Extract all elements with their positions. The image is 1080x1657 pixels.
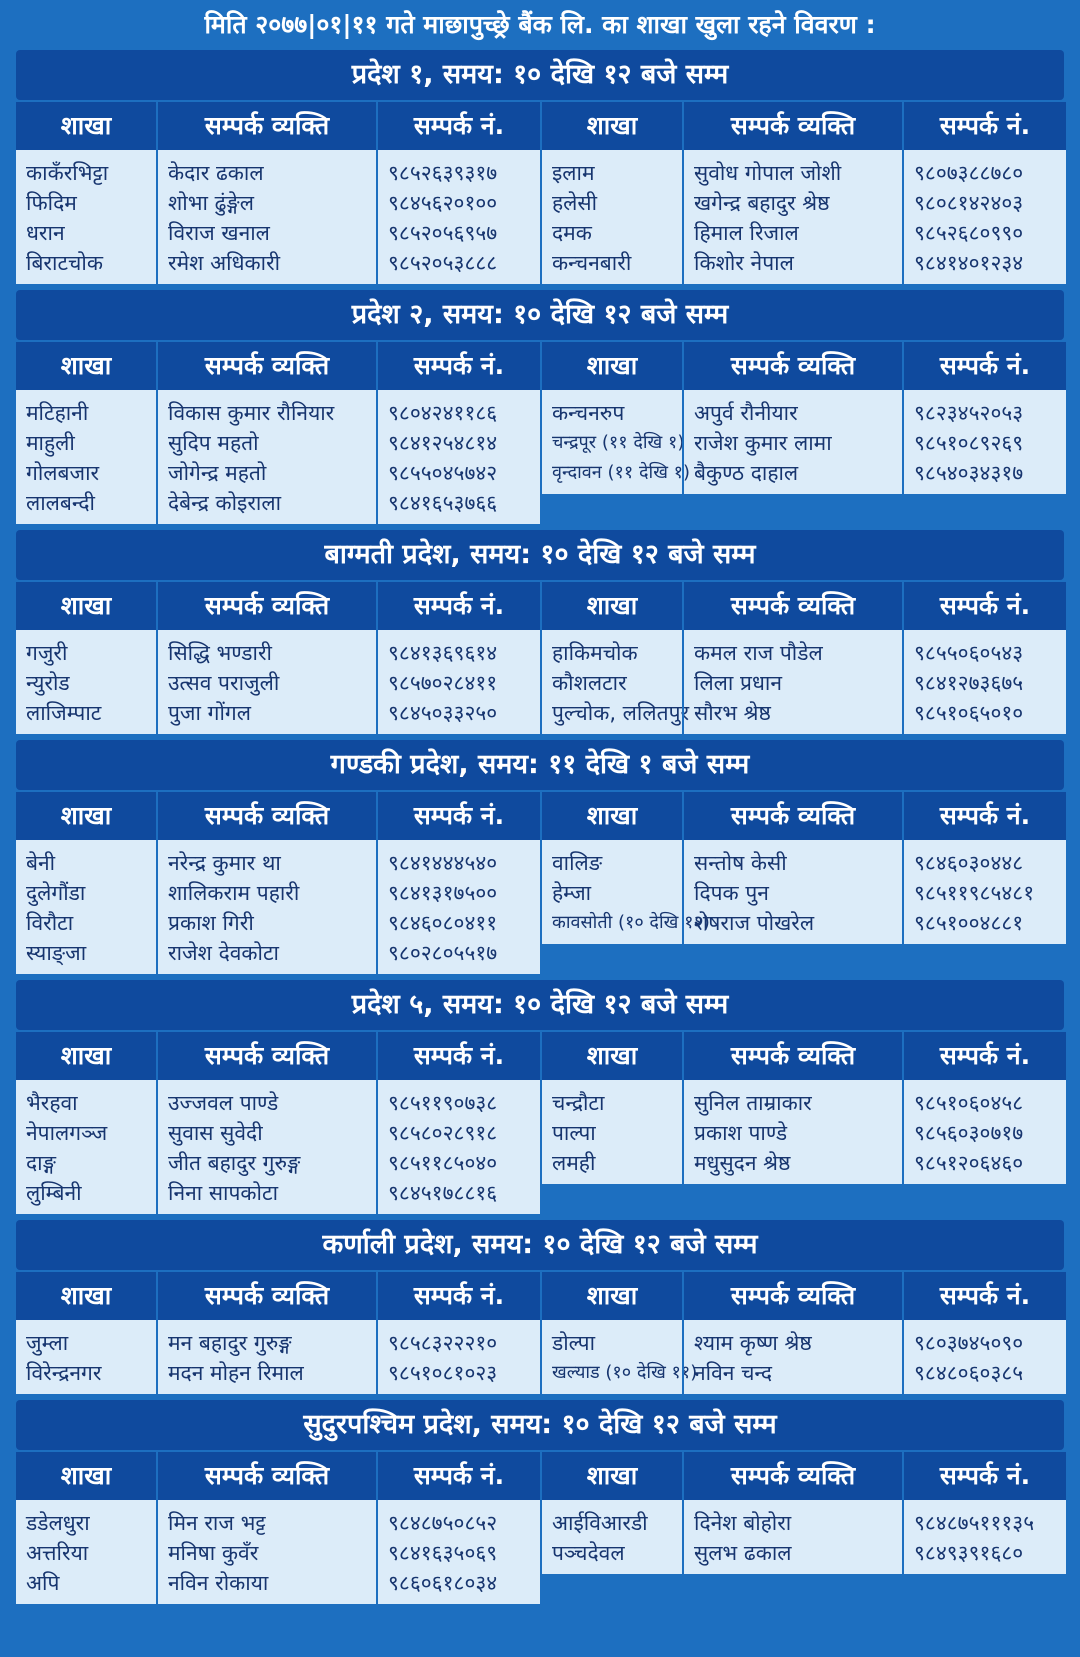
- contact-number: ९८५८३२२२१०: [388, 1331, 498, 1355]
- table-half-left: [16, 582, 540, 734]
- contact-person-column: [156, 1080, 376, 1214]
- column-headers: [16, 582, 540, 630]
- column-header: शाखा: [586, 591, 638, 620]
- branch-column: [542, 390, 691, 494]
- column-header: सम्पर्क नं.: [902, 102, 1066, 150]
- table-half-right: [540, 1032, 1066, 1214]
- column-header: सम्पर्क व्यक्ति: [156, 1272, 376, 1320]
- branch-name: कन्चनरुप: [552, 401, 625, 425]
- contact-number: ९८४१६३५०६९: [388, 1541, 498, 1565]
- column-header: सम्पर्क नं.: [376, 792, 540, 840]
- contact-person: किशोर नेपाल: [694, 251, 794, 275]
- column-header: शाखा: [586, 1461, 638, 1490]
- table-body: [16, 1320, 540, 1394]
- column-headers: [16, 1452, 540, 1500]
- contact-number: ९८०२८०५५१७: [388, 941, 498, 965]
- table-half-right: [540, 1452, 1066, 1604]
- column-header: शाखा: [586, 801, 638, 830]
- branch-name: गोलबजार: [26, 461, 100, 485]
- section-title: बाग्मती प्रदेश, समय: १० देखि १२ बजे सम्म: [16, 530, 1064, 580]
- region-section: [16, 1400, 1064, 1604]
- contact-person: मिन राज भट्ट: [168, 1511, 266, 1535]
- contact-person: जोगेन्द्र महतो: [168, 461, 267, 485]
- column-headers: [16, 342, 540, 390]
- contact-person: कमल राज पौडेल: [694, 641, 823, 665]
- contact-number: ९८४५०३३२५०: [388, 701, 498, 725]
- branch-name: कन्चनबारी: [552, 251, 632, 275]
- branch-name: हेम्जा: [552, 881, 592, 905]
- branch-name: बिराटचोक: [26, 251, 103, 275]
- contact-person: रमेश अधिकारी: [168, 251, 281, 275]
- section-title: कर्णाली प्रदेश, समय: १० देखि १२ बजे सम्म: [16, 1220, 1064, 1270]
- contact-number: ९८५४०३४३१७: [914, 461, 1024, 485]
- branch-table: [16, 1032, 1064, 1214]
- branch-name: कौशलटार: [552, 671, 627, 695]
- contact-number: ९८५११९०७३८: [388, 1091, 498, 1115]
- contact-person: बैकुण्ठ दाहाल: [694, 461, 799, 485]
- contact-person: मधुसुदन श्रेष्ठ: [694, 1151, 791, 1175]
- branch-column: [16, 630, 156, 734]
- contact-number: ९८५२०५३८८८: [388, 251, 498, 275]
- contact-person-column: [682, 1080, 902, 1184]
- contact-person: मन बहादुर गुरुङ्ग: [168, 1331, 292, 1355]
- contact-person: उज्जवल पाण्डे: [168, 1091, 279, 1115]
- column-header: सम्पर्क व्यक्ति: [682, 1452, 902, 1500]
- branch-column: [542, 1080, 682, 1184]
- column-header: शाखा: [60, 801, 112, 830]
- contact-number: ९८५५०६०५४३: [914, 641, 1024, 665]
- column-header: शाखा: [586, 351, 638, 380]
- table-body: [16, 390, 540, 524]
- table-half-left: [16, 342, 540, 524]
- region-section: [16, 980, 1064, 1214]
- branch-name: बेनी: [26, 851, 56, 875]
- contact-person: दिनेश बोहोरा: [694, 1511, 792, 1535]
- page-title: मिति २०७७|०१|११ गते माछापुच्छ्रे बैंक लि. का शाखा खुला रहने विवरण :: [204, 10, 876, 39]
- branch-name: गजुरी: [26, 641, 68, 665]
- contact-number: ९८४१६५३७६६: [388, 491, 498, 515]
- contact-person: नविन रोकाया: [168, 1571, 269, 1595]
- branch-column: [542, 630, 690, 734]
- column-header: शाखा: [586, 1041, 638, 1070]
- column-headers: [542, 1032, 1066, 1080]
- branch-name: मटिहानी: [26, 401, 89, 425]
- branch-name: जुम्ला: [26, 1331, 69, 1355]
- branch-column: [542, 1320, 698, 1394]
- branch-name: वृन्दावन (११ देखि १): [552, 462, 691, 483]
- contact-person: अपुर्व रौनीयार: [694, 401, 798, 425]
- contact-person: सुलभ ढकाल: [694, 1541, 792, 1565]
- contact-number-column: [376, 1320, 540, 1394]
- contact-number-column: [902, 1500, 1066, 1574]
- column-headers: [542, 792, 1066, 840]
- branch-column: [16, 1080, 156, 1214]
- branch-name: नेपालगञ्ज: [26, 1121, 108, 1145]
- contact-person: राजेश कुमार लामा: [694, 431, 832, 455]
- branch-name: पुल्चोक, ललितपुर: [552, 701, 690, 725]
- branch-name: फिदिम: [26, 191, 77, 215]
- branch-name: विरेन्द्रनगर: [26, 1361, 102, 1385]
- table-body: [16, 840, 540, 974]
- branch-name: न्युरोड: [26, 671, 70, 695]
- column-header: शाखा: [60, 1041, 112, 1070]
- column-header: शाखा: [586, 1281, 638, 1310]
- table-half-left: [16, 1452, 540, 1604]
- contact-person: पुजा गोंगल: [168, 701, 251, 725]
- contact-person: शालिकराम पहारी: [168, 881, 300, 905]
- contact-person-column: [682, 630, 902, 734]
- column-header: सम्पर्क नं.: [376, 102, 540, 150]
- contact-number: ९८४१४०१२३४: [914, 251, 1024, 275]
- contact-number-column: [902, 630, 1066, 734]
- section-title: गण्डकी प्रदेश, समय: ११ देखि १ बजे सम्म: [16, 740, 1064, 790]
- branch-column: [16, 840, 156, 974]
- contact-person: लिला प्रधान: [694, 671, 782, 695]
- region-section: [16, 1220, 1064, 1394]
- column-header: सम्पर्क व्यक्ति: [156, 792, 376, 840]
- contact-person-column: [682, 1500, 902, 1574]
- contact-person: नविन चन्द: [694, 1361, 773, 1385]
- branch-name: भैरहवा: [26, 1091, 78, 1115]
- branch-table: [16, 1452, 1064, 1604]
- contact-number: ९८५७०२८४११: [388, 671, 498, 695]
- column-header: सम्पर्क नं.: [376, 342, 540, 390]
- column-header: सम्पर्क व्यक्ति: [156, 582, 376, 630]
- branch-name: खल्याड (१० देखि ११): [552, 1362, 698, 1383]
- branch-name: डडेलधुरा: [26, 1511, 90, 1535]
- contact-person: शोभा ढुंङ्गेल: [168, 191, 254, 215]
- column-header: सम्पर्क नं.: [376, 1032, 540, 1080]
- contact-person: दिपक पुन: [694, 881, 769, 905]
- column-headers: [542, 1272, 1066, 1320]
- contact-person: विकास कुमार रौनियार: [168, 401, 335, 425]
- contact-person: राजेश देवकोटा: [168, 941, 279, 965]
- contact-number: ९८४१३१७५००: [388, 881, 498, 905]
- column-header: सम्पर्क नं.: [902, 1272, 1066, 1320]
- branch-name: लाजिम्पाट: [26, 701, 102, 725]
- contact-person-column: [156, 630, 376, 734]
- column-header: सम्पर्क व्यक्ति: [156, 102, 376, 150]
- branch-name: चन्द्रपूर (११ देखि १): [552, 432, 685, 453]
- contact-person-column: [682, 840, 902, 944]
- contact-person: सिद्धि भण्डारी: [168, 641, 272, 665]
- contact-number-column: [376, 150, 540, 284]
- branch-table: [16, 102, 1064, 284]
- branch-table: [16, 342, 1064, 524]
- section-title: सुदुरपश्चिम प्रदेश, समय: १० देखि १२ बजे सम्म: [16, 1400, 1064, 1450]
- contact-person-column: [156, 1500, 376, 1604]
- contact-person-column: [682, 390, 902, 494]
- column-header: सम्पर्क नं.: [902, 582, 1066, 630]
- table-half-left: [16, 102, 540, 284]
- column-header: सम्पर्क नं.: [376, 582, 540, 630]
- branch-name: विरौटा: [26, 911, 74, 935]
- table-body: [542, 1080, 1066, 1184]
- column-header: सम्पर्क व्यक्ति: [682, 582, 902, 630]
- branch-name: डोल्पा: [552, 1331, 596, 1355]
- table-half-right: [540, 1272, 1066, 1394]
- column-header: शाखा: [60, 591, 112, 620]
- contact-number: ९८४१३६९६१४: [388, 641, 498, 665]
- contact-number-column: [902, 150, 1066, 284]
- column-headers: [16, 792, 540, 840]
- contact-number: ९८५११८५०४०: [388, 1151, 498, 1175]
- contact-number: ९८५१०८९२६९: [914, 431, 1024, 455]
- contact-number: ९८४८०६०३८५: [914, 1361, 1024, 1385]
- contact-number: ९८५५०४५७४२: [388, 461, 498, 485]
- contact-person-column: [156, 1320, 376, 1394]
- column-headers: [16, 1032, 540, 1080]
- column-header: सम्पर्क व्यक्ति: [682, 342, 902, 390]
- table-half-left: [16, 1032, 540, 1214]
- contact-person: सुवास सुवेदी: [168, 1121, 263, 1145]
- contact-number: ९८५१०६०४५८: [914, 1091, 1024, 1115]
- branch-name: माहुली: [26, 431, 75, 455]
- branch-name: चन्द्रौटा: [552, 1091, 605, 1115]
- branch-name: स्याङ्जा: [26, 941, 87, 965]
- contact-number-column: [376, 390, 540, 524]
- column-header: सम्पर्क नं.: [902, 1452, 1066, 1500]
- table-half-left: [16, 1272, 540, 1394]
- contact-number-column: [902, 840, 1066, 944]
- table-body: [542, 1500, 1066, 1574]
- contact-person: खगेन्द्र बहादुर श्रेष्ठ: [694, 191, 830, 215]
- contact-number: ९८४१२७३६७५: [914, 671, 1024, 695]
- contact-number: ९८४८७५१११३५: [914, 1511, 1035, 1535]
- table-half-right: [540, 582, 1066, 734]
- section-title: प्रदेश ५, समय: १० देखि १२ बजे सम्म: [16, 980, 1064, 1030]
- contact-number: ९८४५६२०१००: [388, 191, 498, 215]
- column-header: सम्पर्क नं.: [376, 1272, 540, 1320]
- branch-name: वालिङ: [552, 851, 603, 875]
- column-header: शाखा: [60, 1281, 112, 1310]
- column-header: शाखा: [60, 111, 112, 140]
- table-body: [542, 630, 1066, 734]
- branch-table: [16, 582, 1064, 734]
- contact-person-column: [156, 390, 376, 524]
- branch-column: [16, 1500, 156, 1604]
- contact-number-column: [902, 1320, 1066, 1394]
- branch-name: काकँरभिट्टा: [26, 161, 109, 185]
- contact-person-column: [682, 150, 902, 284]
- contact-number-column: [376, 1080, 540, 1214]
- branch-column: [542, 840, 710, 944]
- contact-number-column: [376, 1500, 540, 1604]
- column-headers: [542, 1452, 1066, 1500]
- branch-column: [16, 1320, 156, 1394]
- contact-person: विराज खनाल: [168, 221, 270, 245]
- contact-number-column: [902, 1080, 1066, 1184]
- contact-person: श्याम कृष्ण श्रेष्ठ: [694, 1331, 812, 1355]
- contact-number-column: [376, 630, 540, 734]
- sections-container: [0, 50, 1080, 1604]
- branch-column: [16, 390, 156, 524]
- contact-number: ९८५१०६५०१०: [914, 701, 1024, 725]
- contact-number: ९८०८१४२४०३: [914, 191, 1024, 215]
- branch-name: हलेसी: [552, 191, 598, 215]
- branch-name: लालबन्दी: [26, 491, 95, 515]
- contact-person: प्रकाश गिरी: [168, 911, 254, 935]
- column-header: सम्पर्क व्यक्ति: [682, 1032, 902, 1080]
- column-header: सम्पर्क नं.: [376, 1452, 540, 1500]
- column-headers: [16, 102, 540, 150]
- branch-name: आईविआरडी: [552, 1511, 648, 1535]
- contact-person: सन्तोष केसी: [694, 851, 787, 875]
- column-header: सम्पर्क व्यक्ति: [156, 1032, 376, 1080]
- column-header: सम्पर्क व्यक्ति: [682, 102, 902, 150]
- column-header: सम्पर्क नं.: [902, 792, 1066, 840]
- region-section: [16, 530, 1064, 734]
- contact-number-column: [376, 840, 540, 974]
- contact-number: ९८४५१७८८१६: [388, 1181, 498, 1205]
- section-title: प्रदेश १, समय: १० देखि १२ बजे सम्म: [16, 50, 1064, 100]
- contact-number: ९८४९३९१६८०: [914, 1541, 1024, 1565]
- contact-person: सुदिप महतो: [168, 431, 259, 455]
- contact-number: ९८५१२०६४६०: [914, 1151, 1024, 1175]
- contact-person: शेषराज पोखरेल: [694, 911, 815, 935]
- contact-person-column: [156, 840, 376, 974]
- branch-name: अपि: [26, 1571, 60, 1595]
- table-body: [16, 1080, 540, 1214]
- branch-name: पञ्चदेवल: [552, 1541, 625, 1565]
- contact-number: ९८६०६१८०३४: [388, 1571, 498, 1595]
- branch-name: दमक: [552, 221, 592, 245]
- branch-name: पाल्पा: [552, 1121, 596, 1145]
- branch-name: दाङ्ग: [26, 1151, 56, 1175]
- contact-number: ९८५१००४८८१: [914, 911, 1024, 935]
- table-body: [16, 1500, 540, 1604]
- contact-person: देबेन्द्र कोइराला: [168, 491, 282, 515]
- branch-name: कावसोती (१० देखि १२): [552, 912, 710, 933]
- contact-number: ९८५२०५६९५७: [388, 221, 498, 245]
- table-body: [542, 840, 1066, 944]
- table-half-right: [540, 342, 1066, 524]
- table-body: [16, 150, 540, 284]
- branch-table: [16, 1272, 1064, 1394]
- branch-column: [16, 150, 156, 284]
- contact-person: जीत बहादुर गुरुङ्ग: [168, 1151, 301, 1175]
- column-header: सम्पर्क व्यक्ति: [156, 1452, 376, 1500]
- contact-number: ९८४१२५४८१४: [388, 431, 498, 455]
- contact-number: ९८५८०२८९१८: [388, 1121, 498, 1145]
- branch-name: धरान: [26, 221, 65, 245]
- contact-number: ९८५२६३९३१७: [388, 161, 498, 185]
- contact-number: ९८४६०३०४४८: [914, 851, 1024, 875]
- region-section: [16, 290, 1064, 524]
- column-header: सम्पर्क व्यक्ति: [682, 1272, 902, 1320]
- column-headers: [16, 1272, 540, 1320]
- column-header: शाखा: [586, 111, 638, 140]
- contact-number: ९८५२६८०९९०: [914, 221, 1024, 245]
- table-body: [542, 390, 1066, 494]
- column-headers: [542, 102, 1066, 150]
- branch-name: इलाम: [552, 161, 595, 185]
- contact-number: ९८४८७५०८५२: [388, 1511, 498, 1535]
- contact-person: सुवोध गोपाल जोशी: [694, 161, 842, 185]
- contact-number: ९८४१४४४५४०: [388, 851, 498, 875]
- contact-person: नरेन्द्र कुमार था: [168, 851, 281, 875]
- contact-person: सुनिल ताम्राकार: [694, 1091, 812, 1115]
- column-headers: [542, 342, 1066, 390]
- column-header: सम्पर्क व्यक्ति: [156, 342, 376, 390]
- contact-person-column: [156, 150, 376, 284]
- table-half-right: [540, 102, 1066, 284]
- branch-column: [542, 150, 682, 284]
- contact-number: ९८५६०३०७१७: [914, 1121, 1024, 1145]
- column-header: सम्पर्क नं.: [902, 342, 1066, 390]
- table-body: [542, 150, 1066, 284]
- contact-number: ९८०३७४५०९०: [914, 1331, 1024, 1355]
- contact-person: मनिषा कुवँर: [168, 1541, 259, 1565]
- branch-name: लुम्बिनी: [26, 1181, 82, 1205]
- branch-column: [542, 1500, 682, 1574]
- branch-name: दुलेगौंडा: [26, 881, 86, 905]
- contact-person: केदार ढकाल: [168, 161, 264, 185]
- section-title: प्रदेश २, समय: १० देखि १२ बजे सम्म: [16, 290, 1064, 340]
- table-half-left: [16, 792, 540, 974]
- contact-person: प्रकाश पाण्डे: [694, 1121, 788, 1145]
- contact-number: ९८०४२४११८६: [388, 401, 498, 425]
- branch-table: [16, 792, 1064, 974]
- contact-person: सौरभ श्रेष्ठ: [694, 701, 771, 725]
- column-header: शाखा: [60, 351, 112, 380]
- contact-person: उत्सव पराजुली: [168, 671, 280, 695]
- contact-number: ९८५११९८५४८१: [914, 881, 1035, 905]
- region-section: [16, 740, 1064, 974]
- contact-number: ९८४६०८०४११: [388, 911, 498, 935]
- contact-person: मदन मोहन रिमाल: [168, 1361, 304, 1385]
- contact-person-column: [682, 1320, 902, 1394]
- contact-person: निना सापकोटा: [168, 1181, 279, 1205]
- column-header: सम्पर्क व्यक्ति: [682, 792, 902, 840]
- column-header: सम्पर्क नं.: [902, 1032, 1066, 1080]
- region-section: [16, 50, 1064, 284]
- table-body: [542, 1320, 1066, 1394]
- table-half-right: [540, 792, 1066, 974]
- contact-person: हिमाल रिजाल: [694, 221, 799, 245]
- branch-name: लमही: [552, 1151, 596, 1175]
- column-headers: [542, 582, 1066, 630]
- table-body: [16, 630, 540, 734]
- branch-name: अत्तरिया: [26, 1541, 89, 1565]
- contact-number: ९८२३४५२०५३: [914, 401, 1024, 425]
- contact-number: ९८५१०८१०२३: [388, 1361, 498, 1385]
- contact-number-column: [902, 390, 1066, 494]
- branch-name: हाकिमचोक: [552, 641, 638, 665]
- column-header: शाखा: [60, 1461, 112, 1490]
- contact-number: ९८०७३८८७८०: [914, 161, 1024, 185]
